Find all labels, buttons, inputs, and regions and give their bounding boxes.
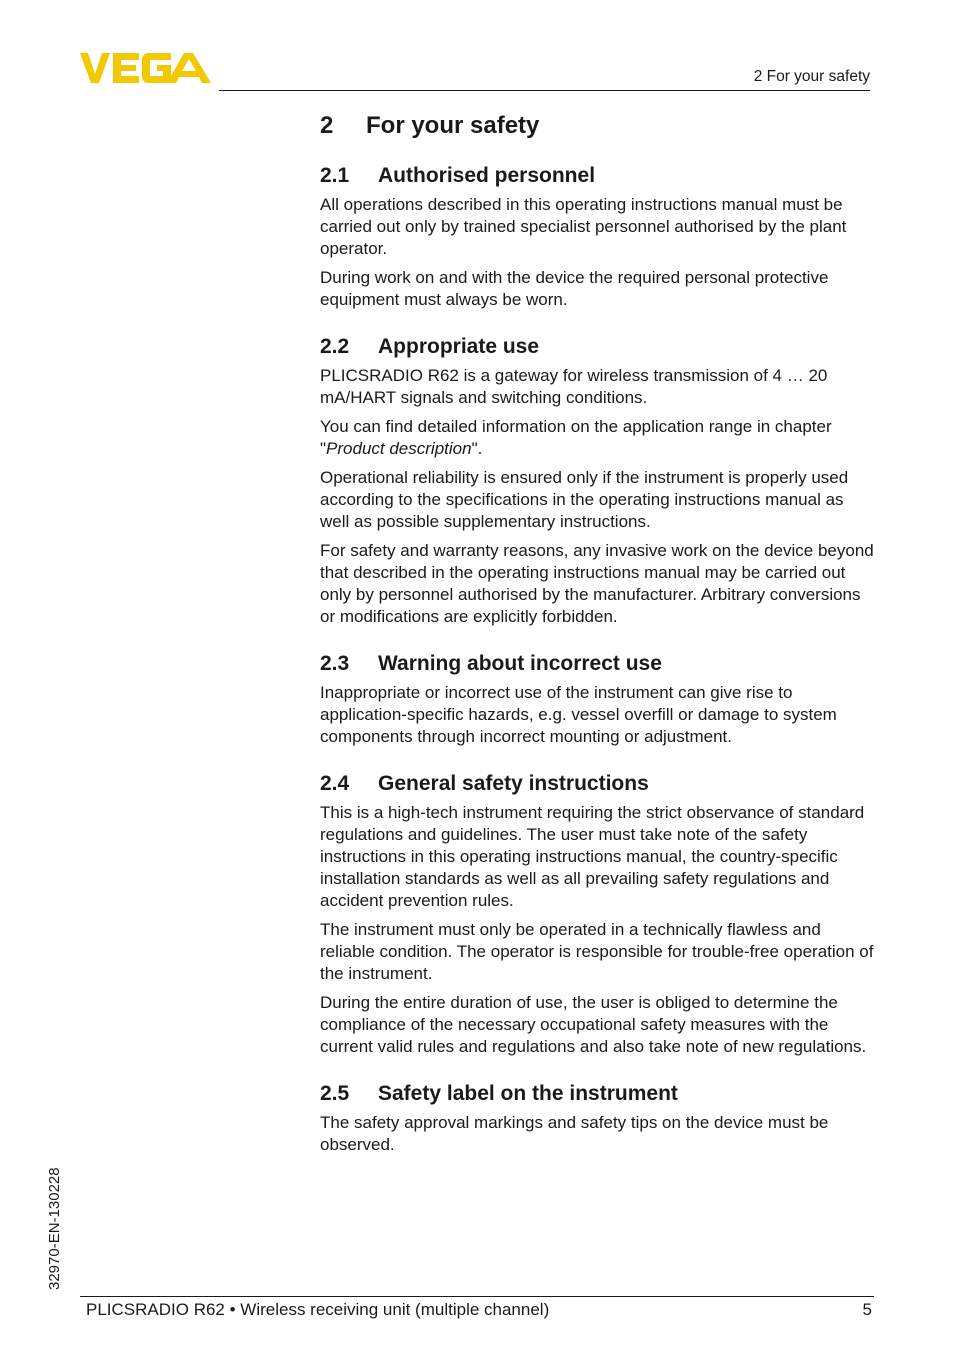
vega-logo — [80, 52, 212, 84]
paragraph: PLICSRADIO R62 is a gateway for wireless transmission of 4 … 20 mA/HART signals and switching conditions. — [320, 366, 828, 407]
section-general-safety-instructions — [320, 770, 876, 1058]
section-title: General safety instructions — [378, 772, 649, 795]
footer-rule — [80, 1296, 874, 1297]
chapter-title-text: For your safety — [366, 112, 540, 139]
paragraph: All operations described in this operating instructions manual must be carried out only by trained specialist personnel authorised by the plant operator. — [320, 195, 847, 258]
section-heading — [320, 1080, 876, 1108]
section-heading — [320, 650, 876, 678]
section-number: 2.1 — [320, 164, 350, 187]
section-title: Warning about incorrect use — [378, 652, 662, 675]
paragraph-text: You can find detailed information on the application range in chapter " — [320, 417, 832, 458]
paragraph: Inappropriate or incorrect use of the instrument can give rise to application-specific hazards, e.g. vessel overfill or damage to system components through incorrect mounting or adjustment. — [320, 683, 837, 746]
chapter-number: 2 — [320, 112, 334, 139]
main-content — [320, 110, 876, 1178]
section-number: 2.5 — [320, 1082, 350, 1105]
chapter-reference: Product description — [326, 439, 472, 458]
chapter-title — [320, 110, 876, 142]
paragraph: The instrument must only be operated in a technically flawless and reliable condition. The operator is responsible for trouble-free operation of the instrument. — [320, 920, 874, 983]
section-safety-label — [320, 1080, 876, 1156]
section-title: Appropriate use — [378, 335, 540, 358]
paragraph: For safety and warranty reasons, any invasive work on the device beyond that described in the operating instructions manual may be carried out only by personnel authorised by the manufacturer. Arbitrary conversions or modifications are explicitly forbidden. — [320, 541, 874, 626]
document-code: 32970-EN-130228 — [46, 1167, 63, 1290]
section-title: Safety label on the instrument — [378, 1082, 678, 1105]
section-number: 2.4 — [320, 772, 350, 795]
paragraph: The safety approval markings and safety tips on the device must be observed. — [320, 1113, 829, 1154]
section-heading — [320, 770, 876, 798]
section-authorised-personnel — [320, 162, 876, 311]
paragraph: During the entire duration of use, the user is obliged to determine the compliance of the necessary occupational safety measures with the current valid rules and regulations and also take note of new regulations. — [320, 993, 867, 1056]
page-number: 5 — [862, 1300, 872, 1319]
section-warning-incorrect-use — [320, 650, 876, 748]
paragraph: During work on and with the device the required personal protective equipment must always be worn. — [320, 268, 829, 309]
section-number: 2.3 — [320, 652, 350, 675]
running-header: 2 For your safety — [753, 68, 870, 85]
section-title: Authorised personnel — [378, 164, 596, 187]
section-heading — [320, 162, 876, 190]
paragraph: This is a high-tech instrument requiring the strict observance of standard regulations and guidelines. The user must take note of the safety instructions in this operating instructions manual, the country-specific installation standards as well as all prevailing safety regulations and accident prevention rules. — [320, 803, 865, 910]
paragraph — [320, 416, 876, 460]
paragraph-text: ". — [471, 439, 483, 458]
footer-text: PLICSRADIO R62 • Wireless receiving unit (multiple channel) — [86, 1300, 550, 1319]
section-number: 2.2 — [320, 335, 350, 358]
section-heading — [320, 333, 876, 361]
section-appropriate-use — [320, 333, 876, 628]
header-rule — [219, 90, 870, 91]
paragraph: Operational reliability is ensured only if the instrument is properly used according to the specifications in the operating instructions manual as well as possible supplementary instructions. — [320, 468, 849, 531]
